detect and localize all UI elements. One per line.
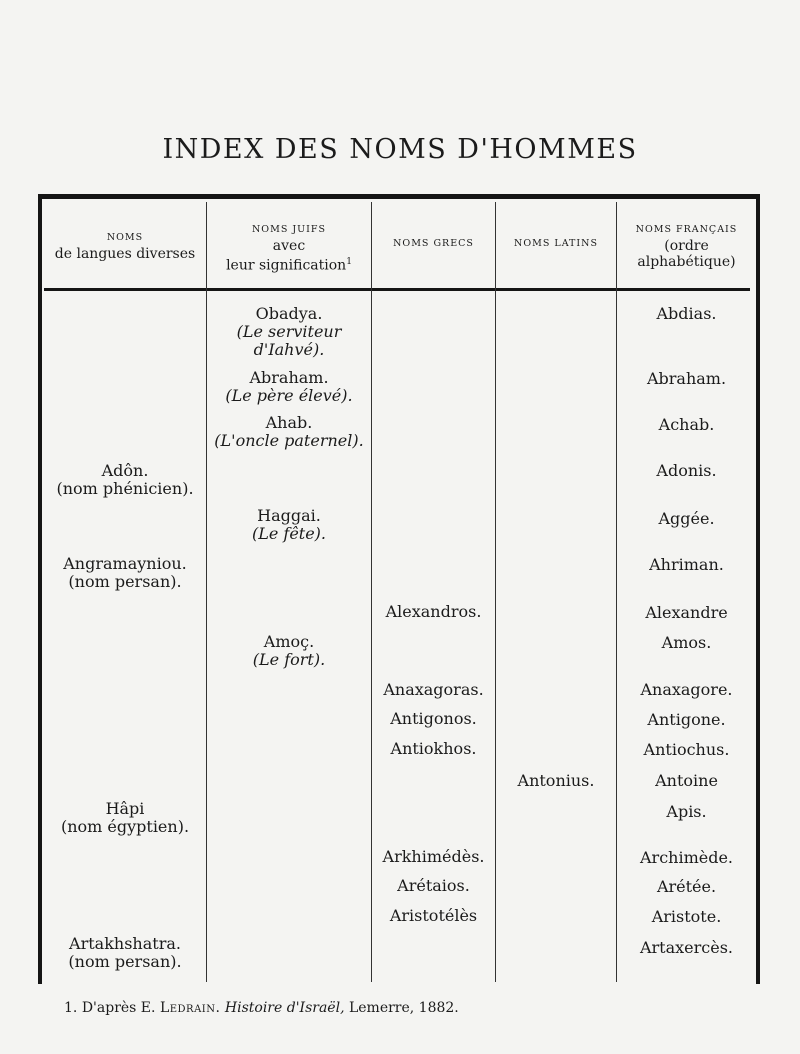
list-item: Arétée. xyxy=(656,877,717,896)
list-item: Antiochus. xyxy=(643,740,730,759)
header-col-latins xyxy=(496,236,616,252)
list-item: Abdias. xyxy=(656,304,717,323)
list-item: Antiokhos. xyxy=(390,739,477,758)
list-item xyxy=(207,507,371,543)
list-item: Artaxercès. xyxy=(639,938,734,957)
table-left-border xyxy=(38,194,42,984)
gloss: (nom persan). xyxy=(68,952,182,971)
list-item xyxy=(44,462,206,498)
list-item xyxy=(207,633,371,669)
footnote-editor: Ledrain. xyxy=(159,1000,221,1016)
list-item: Antonius. xyxy=(517,771,595,790)
header-separator-rule xyxy=(44,288,750,291)
gloss: (nom phénicien). xyxy=(56,479,194,498)
list-item xyxy=(44,800,206,836)
header-col-juifs-line1: NOMS JUIFS xyxy=(251,224,327,235)
list-item: Aggée. xyxy=(658,509,715,528)
list-item: Adonis. xyxy=(656,461,717,480)
header-col-francais-line1: NOMS FRANÇAIS xyxy=(635,224,738,235)
list-item: Achab. xyxy=(658,415,715,434)
list-item: Abraham. xyxy=(646,369,727,388)
header-col-divers-line1: NOMS xyxy=(106,232,144,243)
table-right-border xyxy=(756,194,760,984)
footnote xyxy=(64,1000,459,1016)
list-item xyxy=(207,414,371,450)
list-item: Alexandre xyxy=(645,603,728,622)
header-col-grecs-label: NOMS GRECS xyxy=(393,238,474,249)
name: Obadya. xyxy=(255,304,323,323)
gloss: (Le serviteur xyxy=(236,322,342,341)
header-col-francais-line3: alphabétique) xyxy=(637,254,736,270)
list-item: Antigonos. xyxy=(390,709,477,728)
list-item: Antoine xyxy=(655,771,718,790)
gloss: d'Iahvé). xyxy=(253,340,325,359)
list-item: Apis. xyxy=(666,802,707,821)
gloss: (Le fête). xyxy=(251,524,327,543)
list-item: Amos. xyxy=(661,633,712,652)
list-item: Antigone. xyxy=(647,710,726,729)
name: Artakhshatra. xyxy=(69,934,181,953)
header-col-divers-line2: de langues diverses xyxy=(54,246,196,262)
list-item xyxy=(44,555,206,591)
gloss: (nom égyptien). xyxy=(60,817,190,836)
name: Hâpi xyxy=(105,799,145,818)
header-col-juifs xyxy=(207,222,371,274)
table-top-rule xyxy=(38,194,760,199)
footnote-publisher: Lemerre, 1882. xyxy=(348,1000,459,1016)
gloss: (Le fort). xyxy=(252,650,326,669)
list-item: Alexandros. xyxy=(385,602,482,621)
column-divider xyxy=(495,202,496,982)
name: Ahab. xyxy=(265,413,313,432)
list-item: Aristotélès xyxy=(389,906,478,925)
list-item xyxy=(207,369,371,405)
header-col-divers xyxy=(44,230,206,262)
header-col-francais xyxy=(617,222,756,270)
list-item xyxy=(207,305,371,359)
name: Abraham. xyxy=(249,368,329,387)
gloss: (nom persan). xyxy=(68,572,182,591)
page-title: INDEX DES NOMS D'HOMMES xyxy=(162,134,638,165)
header-col-juifs-line2: avec xyxy=(272,238,306,254)
name: Haggai. xyxy=(257,506,321,525)
list-item: Anaxagoras. xyxy=(383,680,484,699)
list-item: Ahriman. xyxy=(649,555,724,574)
footnote-number: 1. xyxy=(64,1000,78,1016)
header-col-latins-label: NOMS LATINS xyxy=(514,238,598,249)
list-item: Arétaios. xyxy=(397,876,470,895)
header-col-francais-line2: (ordre xyxy=(664,238,709,254)
list-item: Arkhimédès. xyxy=(382,847,485,866)
footnote-text: D'après E. xyxy=(81,1000,156,1016)
header-col-grecs xyxy=(372,236,495,252)
list-item: Aristote. xyxy=(651,907,722,926)
footnote-book-title: Histoire d'Israël, xyxy=(224,1000,345,1016)
footnote-marker: 1 xyxy=(346,257,352,267)
gloss: (L'oncle paternel). xyxy=(214,431,364,450)
gloss: (Le père élevé). xyxy=(225,386,353,405)
name: Amoç. xyxy=(263,632,315,651)
name: Adôn. xyxy=(101,461,149,480)
list-item: Archimède. xyxy=(639,848,734,867)
list-item: Anaxagore. xyxy=(640,680,733,699)
name: Angramayniou. xyxy=(63,554,187,573)
header-col-juifs-line3: leur signification$^1$ xyxy=(226,257,352,274)
list-item xyxy=(44,935,206,971)
